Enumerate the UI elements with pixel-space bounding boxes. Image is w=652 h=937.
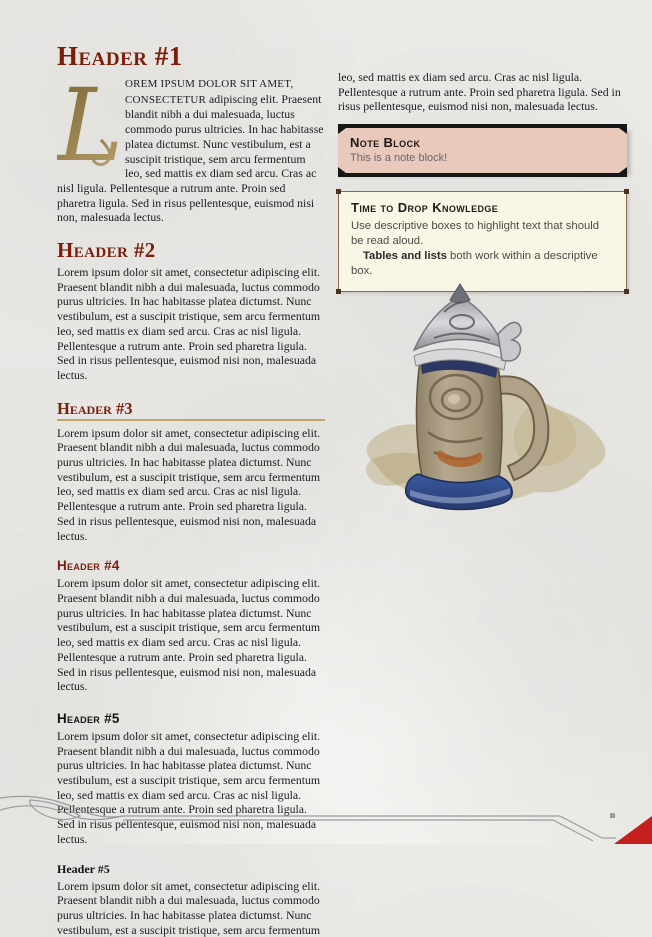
header-5-bold: Header #5: [57, 861, 110, 876]
descriptive-box-title: Time to Drop Knowledge: [351, 200, 499, 216]
header-1: Header #1: [57, 41, 183, 71]
footer-dot-icon: [610, 813, 615, 818]
right-top-paragraph: leo, sed mattis ex diam sed arcu. Cras ac nisl ligula. Pellentesque a rutrum ante. Proin sed pharetra ligula. Sed in risus pellentesque, euismod nisi non, malesuada lectus.: [338, 70, 621, 114]
paragraph-2: Lorem ipsum dolor sit amet, consectetur adipiscing elit. Praesent blandit nibh a dui malesuada, luctus commodo purus ultricies. In hac habitasse platea dictumst. Nunc vestibulum, est a suscipit tristique, sem arcu fermentum leo, sed mattis ex diam sed arcu. Cras ac nisl ligula. Pellentesque a rutrum ante. Proin sed pharetra ligula. Sed in risus pellentesque, euismod nisi non, malesuada lectus.: [57, 265, 321, 382]
footer-red-triangle: [614, 816, 652, 844]
page-footer-ornament: [0, 794, 652, 844]
drop-cap: [57, 78, 121, 174]
stein-thumblift: [498, 322, 521, 361]
header-3: Header #3: [57, 399, 325, 421]
note-block-bottom-bar: [338, 173, 627, 177]
corner-dot-icon: [336, 189, 341, 194]
corner-dot-icon: [336, 289, 341, 294]
descriptive-box-line2-rest: both work within a descriptive box.: [351, 250, 598, 278]
paragraph-1-lead: OREM IPSUM DOLOR SIT AMET, CONSECTETUR: [125, 78, 294, 106]
note-block-top-bar: [338, 124, 627, 128]
descriptive-box-line2-bold: Tables and lists: [363, 250, 447, 263]
note-block-body: [338, 128, 627, 173]
descriptive-box: [338, 191, 627, 292]
paragraph-6: Lorem ipsum dolor sit amet, consectetur adipiscing elit. Praesent blandit nibh a dui malesuada, luctus commodo purus ultricies. In hac habitasse platea dictumst. Nunc vestibulum, est a suscipit tristique, sem arcu fermentum: [57, 878, 321, 937]
note-block: [338, 124, 627, 177]
header-5: Header #5: [57, 710, 120, 726]
stein-lid: [414, 296, 504, 350]
header-2: Header #2: [57, 238, 156, 263]
right-column: [338, 70, 627, 292]
header-4: Header #4: [57, 558, 120, 574]
paragraph-5: Lorem ipsum dolor sit amet, consectetur adipiscing elit. Praesent blandit nibh a dui malesuada, luctus commodo purus ultricies. In hac habitasse platea dictumst. Nunc vestibulum, est a suscipit tristique, sem arcu fermentum leo, sed mattis ex diam sed arcu. Cras ac nisl ligula. Pellentesque a rutrum ante. Proin sed pharetra ligula. Sed in risus pellentesque, euismod nisi non, malesuada lectus.: [57, 728, 321, 846]
paragraph-4: Lorem ipsum dolor sit amet, consectetur adipiscing elit. Praesent blandit nibh a dui malesuada, luctus commodo purus ultricies. In hac habitasse platea dictumst. Nunc vestibulum, est a suscipit tristique, sem arcu fermentum leo, sed mattis ex diam sed arcu. Cras ac nisl ligula. Pellentesque a rutrum ante. Proin sed pharetra ligula. Sed in risus pellentesque, euismod nisi non, malesuada lectus.: [57, 576, 321, 694]
paragraph-3: Lorem ipsum dolor sit amet, consectetur adipiscing elit. Praesent blandit nibh a dui malesuada, luctus commodo purus ultricies. In hac habitasse platea dictumst. Nunc vestibulum, est a suscipit tristique, sem arcu fermentum leo, sed mattis ex diam sed arcu. Cras ac nisl ligula. Pellentesque a rutrum ante. Proin sed pharetra ligula. Sed in risus pellentesque, euismod nisi non, malesuada lectus.: [57, 425, 321, 543]
drop-cap-letter: L: [57, 78, 121, 174]
beer-stein-image: [348, 282, 628, 552]
corner-dot-icon: [624, 189, 629, 194]
paragraph-1-rest: adipiscing elit. Praesent blandit nibh a dui malesuada, luctus commodo purus ultricies. In hac habitasse platea dictumst. Nunc vestibulum, est a suscipit tristique, sem arcu fermentum leo, sed mattis ex diam sed arcu. Cras ac nisl ligula. Pellentesque a rutrum ante. Proin sed pharetra ligula. Sed in risus pellentesque, euismod nisi non, malesuada lectus.: [57, 91, 324, 225]
note-block-title: Note Block: [350, 135, 421, 151]
descriptive-box-line1: Use descriptive boxes to highlight text that should be read aloud.: [351, 220, 600, 248]
descriptive-box-line2: [351, 249, 614, 279]
intro-paragraph: [57, 76, 325, 225]
note-block-text: This is a note block!: [350, 152, 448, 165]
